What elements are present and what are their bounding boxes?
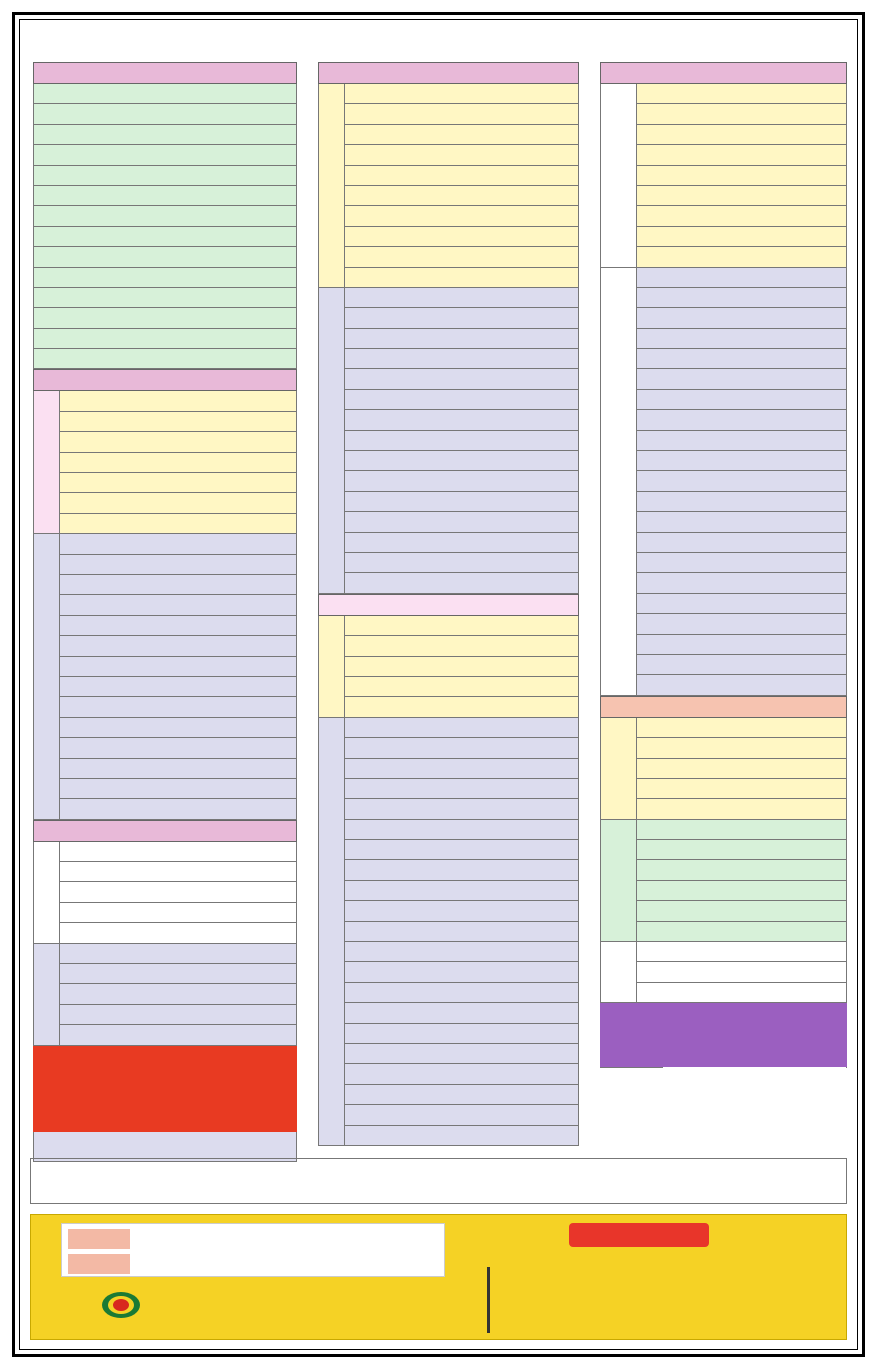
list-item xyxy=(345,616,578,636)
list-item xyxy=(345,125,578,145)
list-item xyxy=(637,779,846,799)
list-item xyxy=(345,288,578,308)
sinhak-seon-label xyxy=(601,268,637,696)
list-item xyxy=(345,492,578,512)
list-item xyxy=(637,492,846,512)
list-item xyxy=(60,718,296,738)
list-item xyxy=(345,145,578,165)
list-item xyxy=(60,862,296,882)
g4-group xyxy=(601,820,846,942)
list-item xyxy=(345,390,578,410)
list-item xyxy=(637,390,846,410)
list-item xyxy=(345,349,578,369)
sangdam-header xyxy=(33,369,297,391)
reg-label-2 xyxy=(68,1254,130,1274)
list-item xyxy=(637,431,846,451)
list-item xyxy=(60,473,296,493)
geongang-notice xyxy=(600,1003,847,1067)
list-item xyxy=(345,922,578,942)
list-item xyxy=(345,369,578,389)
list-item xyxy=(345,718,578,738)
list-item xyxy=(60,944,296,964)
list-item xyxy=(637,206,846,226)
list-item xyxy=(60,697,296,717)
list-item xyxy=(60,984,296,1004)
list-item xyxy=(345,84,578,104)
list-item xyxy=(637,186,846,206)
list-item xyxy=(60,657,296,677)
list-item xyxy=(34,104,296,124)
list-item xyxy=(60,616,296,636)
list-item xyxy=(60,636,296,656)
list-item xyxy=(637,942,846,962)
list-item xyxy=(345,1105,578,1125)
list-item xyxy=(60,964,296,984)
list-item xyxy=(637,820,846,840)
list-item xyxy=(60,514,296,534)
legend-border xyxy=(30,1158,847,1204)
list-item xyxy=(637,738,846,758)
list-item xyxy=(637,84,846,104)
list-item xyxy=(345,697,578,717)
list-item xyxy=(637,166,846,186)
list-item xyxy=(345,512,578,532)
list-item xyxy=(60,412,296,432)
reg-box xyxy=(61,1223,445,1277)
list-item xyxy=(34,227,296,247)
cheongso-seon-label xyxy=(34,944,60,1046)
g3-group xyxy=(601,942,846,1003)
list-item xyxy=(637,451,846,471)
list-item xyxy=(34,308,296,328)
list-item xyxy=(345,881,578,901)
cheongso-pil-label xyxy=(34,842,60,944)
list-item xyxy=(34,166,296,186)
footer-divider xyxy=(487,1267,490,1333)
list-item xyxy=(345,799,578,819)
list-item xyxy=(60,738,296,758)
list-item xyxy=(60,882,296,902)
cheongso-header xyxy=(33,820,297,842)
list-item xyxy=(60,595,296,615)
list-item xyxy=(345,901,578,921)
silseup-label xyxy=(601,1067,663,1068)
list-item xyxy=(345,268,578,288)
sinhak-header xyxy=(600,62,847,84)
column-middle xyxy=(318,62,579,1146)
list-item xyxy=(60,677,296,697)
list-item xyxy=(345,308,578,328)
reg-label-1 xyxy=(68,1229,130,1249)
list-item xyxy=(345,206,578,226)
list-item xyxy=(345,573,578,593)
sangdam-seon-label xyxy=(34,534,60,819)
list-item xyxy=(34,349,296,369)
list-item xyxy=(345,779,578,799)
list-item xyxy=(637,227,846,247)
list-item xyxy=(637,104,846,124)
list-item xyxy=(345,677,578,697)
list-item xyxy=(637,860,846,880)
list-item xyxy=(345,942,578,962)
social-pil-label xyxy=(319,84,345,288)
list-item xyxy=(345,840,578,860)
sinhak-seon-group xyxy=(601,268,846,696)
promo-box[interactable] xyxy=(33,1046,297,1132)
g5-group xyxy=(601,718,846,820)
list-item xyxy=(345,983,578,1003)
list-item xyxy=(34,84,296,104)
list-item xyxy=(60,779,296,799)
column-left xyxy=(33,62,297,1162)
list-item xyxy=(637,553,846,573)
list-item xyxy=(60,1025,296,1045)
list-item xyxy=(345,329,578,349)
list-item xyxy=(34,206,296,226)
list-item xyxy=(345,962,578,982)
list-item xyxy=(60,555,296,575)
list-item xyxy=(60,799,296,819)
list-item xyxy=(637,962,846,982)
sangdam-pil-label xyxy=(34,391,60,534)
list-item xyxy=(345,410,578,430)
list-item xyxy=(637,594,846,614)
list-item xyxy=(345,738,578,758)
list-item xyxy=(345,451,578,471)
list-item xyxy=(637,635,846,655)
list-item xyxy=(637,329,846,349)
list-item xyxy=(637,268,846,288)
list-item xyxy=(637,881,846,901)
list-item xyxy=(345,1085,578,1105)
list-item xyxy=(345,820,578,840)
sinhak-pil-label xyxy=(601,84,637,268)
list-item xyxy=(637,840,846,860)
list-item xyxy=(60,575,296,595)
list-item xyxy=(60,759,296,779)
adong-pil-label xyxy=(319,616,345,718)
gyoyang-header xyxy=(33,62,297,84)
list-item xyxy=(345,1003,578,1023)
list-item xyxy=(637,573,846,593)
list-item xyxy=(60,453,296,473)
list-item xyxy=(345,471,578,491)
list-item xyxy=(345,1064,578,1084)
list-item xyxy=(637,799,846,819)
list-item xyxy=(637,922,846,942)
list-item xyxy=(34,145,296,165)
list-item xyxy=(60,903,296,923)
list-item xyxy=(60,391,296,411)
cheongso-pil-group xyxy=(34,842,296,944)
list-item xyxy=(34,268,296,288)
adong-pil-group xyxy=(319,616,578,718)
list-item xyxy=(345,636,578,656)
list-item xyxy=(60,534,296,554)
list-item xyxy=(34,329,296,349)
list-item xyxy=(637,471,846,491)
g3-label xyxy=(601,942,637,1003)
list-item xyxy=(637,759,846,779)
list-item xyxy=(60,842,296,862)
list-item xyxy=(637,288,846,308)
sangdam-pil-group xyxy=(34,391,296,534)
list-item xyxy=(34,247,296,267)
list-item xyxy=(637,901,846,921)
list-item xyxy=(345,1126,578,1146)
list-item xyxy=(637,983,846,1003)
list-item xyxy=(60,1005,296,1025)
g5-label xyxy=(601,718,637,820)
consult-button[interactable] xyxy=(569,1223,709,1247)
adong-seon-group xyxy=(319,718,578,1146)
list-item xyxy=(345,247,578,267)
sinhak-pil-group xyxy=(601,84,846,268)
cacs-emblem-icon xyxy=(101,1291,141,1319)
list-item xyxy=(345,166,578,186)
list-item xyxy=(34,125,296,145)
cacs-logo xyxy=(101,1285,157,1325)
list-item xyxy=(637,614,846,634)
list-item xyxy=(345,186,578,206)
footer-banner xyxy=(30,1214,847,1340)
list-item xyxy=(637,145,846,165)
list-item xyxy=(345,860,578,880)
list-item xyxy=(345,1044,578,1064)
list-item xyxy=(34,186,296,206)
list-item xyxy=(637,247,846,267)
list-item xyxy=(637,533,846,553)
list-item xyxy=(345,533,578,553)
g4-label xyxy=(601,820,637,942)
adong-header xyxy=(318,594,579,616)
list-item xyxy=(345,759,578,779)
sangdam-seon-group xyxy=(34,534,296,819)
list-item xyxy=(637,349,846,369)
list-item xyxy=(637,369,846,389)
list-item xyxy=(345,553,578,573)
silseup-group xyxy=(600,1067,847,1068)
social-header xyxy=(318,62,579,84)
list-item xyxy=(637,308,846,328)
adong-seon-label xyxy=(319,718,345,1146)
social-pil-group xyxy=(319,84,578,288)
list-item xyxy=(637,718,846,738)
list-item xyxy=(345,227,578,247)
gyoyang-list xyxy=(33,84,297,369)
list-item xyxy=(60,493,296,513)
geongang-header xyxy=(600,696,847,718)
list-item xyxy=(637,675,846,695)
list-item xyxy=(637,655,846,675)
cheongso-seon-group xyxy=(34,944,296,1046)
list-item xyxy=(60,923,296,943)
list-item xyxy=(637,410,846,430)
list-item xyxy=(345,104,578,124)
list-item xyxy=(34,288,296,308)
list-item xyxy=(60,432,296,452)
column-right xyxy=(600,62,847,1068)
list-item xyxy=(345,431,578,451)
list-item xyxy=(637,512,846,532)
list-item xyxy=(345,657,578,677)
social-seon-group xyxy=(319,288,578,594)
list-item xyxy=(345,1024,578,1044)
social-seon-label xyxy=(319,288,345,594)
list-item xyxy=(637,125,846,145)
